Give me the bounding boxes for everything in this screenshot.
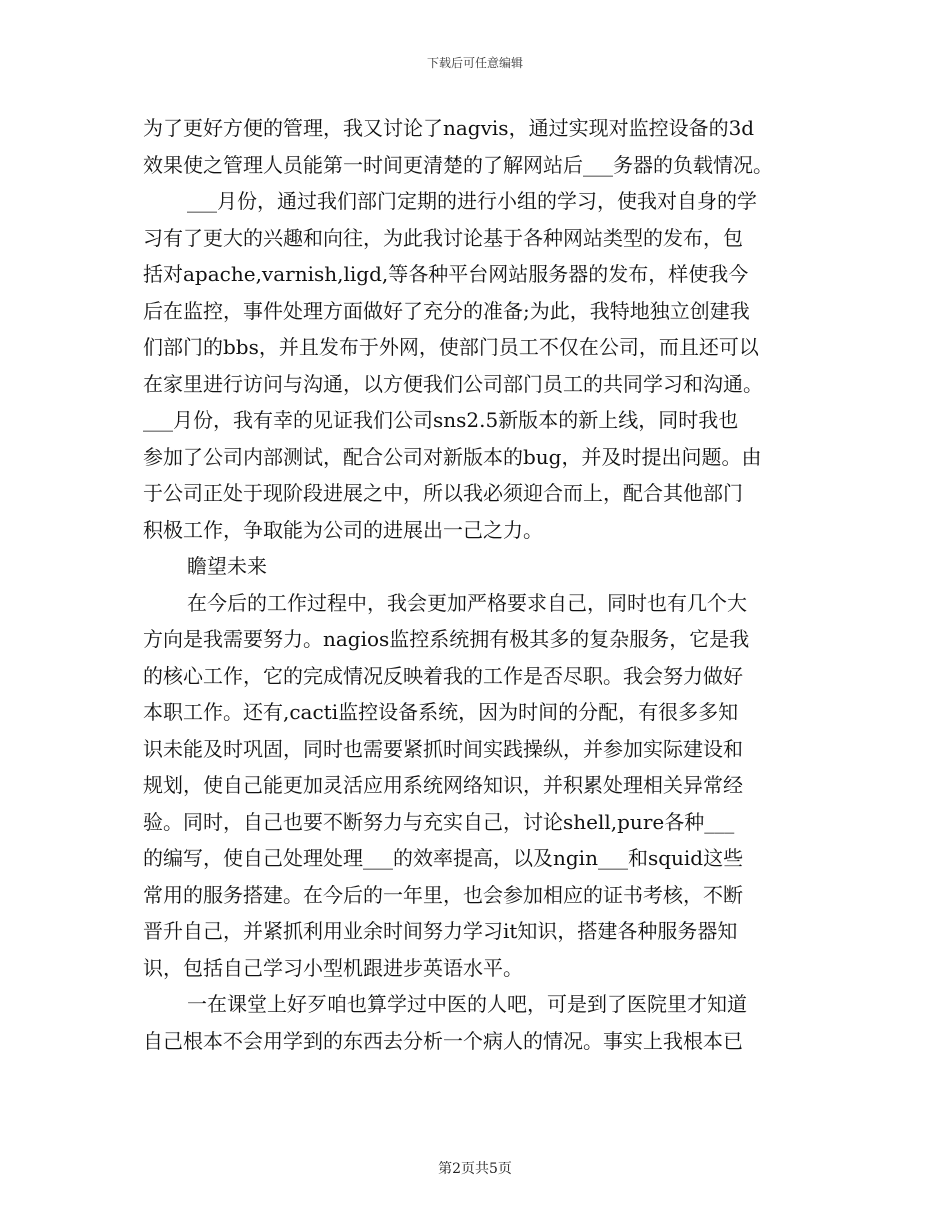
text-line: 们部门的bbs，并且发布于外网，使部门员工不仅在公司，而且还可以 <box>143 335 759 359</box>
text-line: 的核心工作，它的完成情况反映着我的工作是否尽职。我会努力做好 <box>143 663 743 688</box>
document-body <box>143 110 813 1059</box>
text-line: 自己根本不会用学到的东西去分析一个病人的情况。事实上我根本已 <box>143 1028 743 1053</box>
text-line: 一在课堂上好歹咱也算学过中医的人吧，可是到了医院里才知道 <box>187 992 747 1016</box>
text-line: 识，包括自己学习小型机跟进步英语水平。 <box>143 955 523 980</box>
text-line: 效果使之管理人员能第一时间更清楚的了解网站后___务器的负载情况。 <box>143 152 773 177</box>
text-line: 为了更好方便的管理，我又讨论了nagvis，通过实现对监控设备的3d <box>143 116 755 140</box>
text-line: 在家里进行访问与沟通，以方便我们公司部门员工的共同学习和沟通。 <box>143 371 763 396</box>
text-line: 常用的服务搭建。在今后的一年里，也会参加相应的证书考核，不断 <box>143 882 743 907</box>
text-line: 规划，使自己能更加灵活应用系统网络知识，并积累处理相关异常经 <box>143 773 743 797</box>
text-line: 晋升自己，并紧抓利用业余时间努力学习it知识，搭建各种服务器知 <box>143 919 738 943</box>
text-line: 习有了更大的兴趣和向往，为此我讨论基于各种网站类型的发布，包 <box>143 225 743 250</box>
page-header: 下载后可任意编辑 <box>426 56 523 70</box>
text-line: 本职工作。还有,cacti监控设备系统，因为时间的分配，有很多多知 <box>143 700 739 724</box>
text-line: 识未能及时巩固，同时也需要紧抓时间实践操纵，并参加实际建设和 <box>143 736 743 761</box>
text-line: 积极工作，争取能为公司的进展出一己之力。 <box>143 517 543 542</box>
text-line: 的编写，使自己处理处理___的效率提高，以及ngin___和squid这些 <box>143 846 744 870</box>
text-line: 于公司正处于现阶段进展之中，所以我必须迎合而上，配合其他部门 <box>143 481 743 505</box>
text-line: 方向是我需要努力。nagios监控系统拥有极其多的复杂服务，它是我 <box>143 627 750 651</box>
text-line: 验。同时，自己也要不断努力与充实自己，讨论shell,pure各种___ <box>143 809 735 834</box>
page-footer: 第2页共5页 <box>438 1161 512 1177</box>
text-line: ___月份，我有幸的见证我们公司sns2.5新版本的新上线，同时我也 <box>143 408 739 432</box>
text-line: 参加了公司内部测试，配合公司对新版本的bug，并及时提出问题。由 <box>143 444 762 469</box>
text-line: ___月份，通过我们部门定期的进行小组的学习，使我对自身的学 <box>187 189 757 213</box>
text-line: 后在监控，事件处理方面做好了充分的准备;为此，我特地独立创建我 <box>143 298 750 323</box>
text-line: 瞻望未来 <box>187 554 267 578</box>
text-line: 在今后的工作过程中，我会更加严格要求自己，同时也有几个大 <box>187 590 747 615</box>
text-line: 括对apache,varnish,ligd,等各种平台网站服务器的发布，样使我今 <box>143 262 749 286</box>
